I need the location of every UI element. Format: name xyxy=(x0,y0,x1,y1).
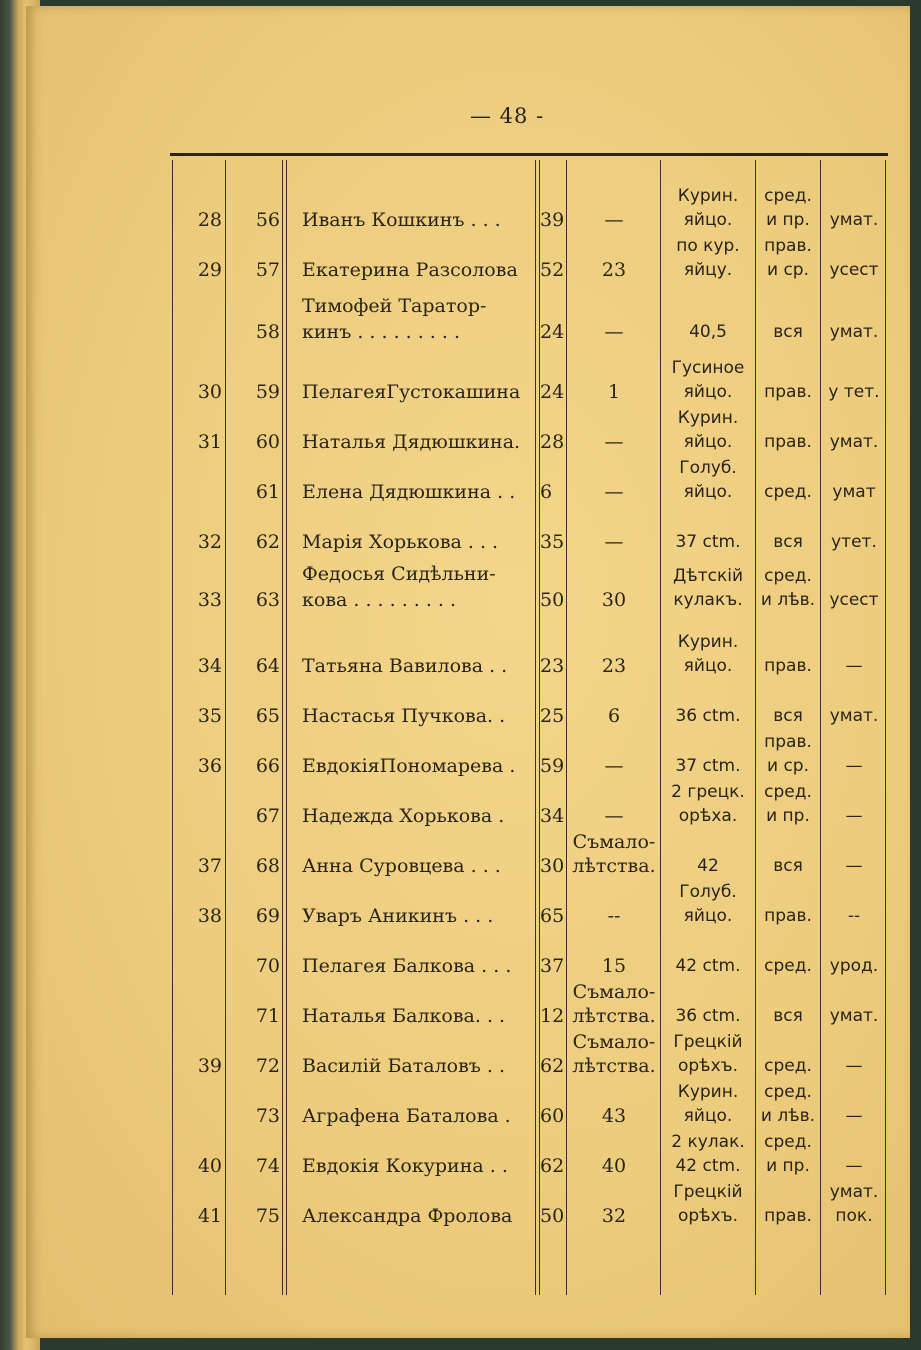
patient-name: Евдокія Кокурина . . xyxy=(302,1155,508,1177)
size-value: яйцо. xyxy=(683,482,733,502)
entry-number: 67 xyxy=(255,805,280,827)
patient-name: Татьяна Вавилова . . xyxy=(302,655,508,677)
age-value: 62 xyxy=(540,1155,565,1177)
size-value: яйцо. xyxy=(683,210,733,230)
age-value: 62 xyxy=(540,1055,565,1077)
location-value: вся xyxy=(773,856,803,876)
size-value: 2 кулак. xyxy=(671,1132,745,1152)
location-value: сред. xyxy=(764,1056,812,1076)
outcome-value: — xyxy=(845,856,863,876)
age-value: 30 xyxy=(540,855,565,877)
location-value: и ср. xyxy=(767,260,809,280)
duration-value: 1 xyxy=(607,381,621,403)
page-number: — 48 - xyxy=(470,104,545,128)
patient-name: Тимофей Таратор- xyxy=(302,295,487,317)
duration-value: — xyxy=(604,805,624,827)
column-rule xyxy=(286,160,287,1295)
row-number: 39 xyxy=(197,1055,222,1077)
entry-number: 72 xyxy=(255,1055,280,1077)
location-value: и лѣв. xyxy=(760,1106,816,1126)
row-number: 31 xyxy=(197,431,222,453)
column-rule xyxy=(225,160,226,1295)
duration-value: 40 xyxy=(601,1155,627,1177)
row-number: 28 xyxy=(197,209,222,231)
entry-number: 61 xyxy=(255,481,280,503)
outcome-value: умат. xyxy=(829,210,879,230)
size-value: 37 ctm. xyxy=(675,756,741,776)
outcome-value: — xyxy=(845,806,863,826)
outcome-value: у тет. xyxy=(828,382,880,402)
duration-value: — xyxy=(604,321,624,343)
duration-value: 6 xyxy=(607,705,621,727)
location-value: и ср. xyxy=(767,756,809,776)
duration-value: — xyxy=(604,431,624,453)
patient-name: Уваръ Аникинъ . . . xyxy=(302,905,494,927)
size-value: 2 грецк. xyxy=(671,782,745,802)
size-value: яйцо. xyxy=(683,432,733,452)
size-value: Курин. xyxy=(677,1082,739,1102)
age-value: 59 xyxy=(540,755,565,777)
entry-number: 68 xyxy=(255,855,280,877)
size-value: по кур. xyxy=(676,236,740,256)
age-value: 60 xyxy=(540,1105,565,1127)
patient-name: Федосья Сидѣльни- xyxy=(302,563,496,585)
size-value: яйцу. xyxy=(683,260,733,280)
age-value: 12 xyxy=(540,1005,565,1027)
location-value: сред. xyxy=(764,566,812,586)
location-value: и пр. xyxy=(766,1156,810,1176)
entry-number: 70 xyxy=(255,955,280,977)
duration-value: — xyxy=(604,209,624,231)
entry-number: 57 xyxy=(255,259,280,281)
size-value: Курин. xyxy=(677,632,739,652)
duration-value: Съмало- xyxy=(572,831,656,853)
age-value: 50 xyxy=(540,1205,565,1227)
table-top-rule xyxy=(170,153,888,156)
entry-number: 60 xyxy=(255,431,280,453)
patient-name: ЕвдокіяПономарева . xyxy=(302,755,516,777)
entry-number: 73 xyxy=(255,1105,280,1127)
outcome-value: умат. xyxy=(829,706,879,726)
location-value: сред. xyxy=(764,1132,812,1152)
patient-name: Надежда Хорькова . xyxy=(302,805,505,827)
patient-name: Василій Баталовъ . . xyxy=(302,1055,506,1077)
duration-value: 30 xyxy=(601,589,627,611)
age-value: 50 xyxy=(540,589,565,611)
location-value: сред. xyxy=(764,782,812,802)
outcome-value: — xyxy=(845,656,863,676)
entry-number: 75 xyxy=(255,1205,280,1227)
outcome-value: урод. xyxy=(829,956,879,976)
column-rule xyxy=(172,160,173,1295)
outcome-value: — xyxy=(845,756,863,776)
row-number: 38 xyxy=(197,905,222,927)
size-value: 40,5 xyxy=(689,322,727,342)
entry-number: 66 xyxy=(255,755,280,777)
entry-number: 74 xyxy=(255,1155,280,1177)
patient-name-cont: кова . . . . . . . . . xyxy=(302,589,457,611)
duration-value: лѣтства. xyxy=(572,1005,656,1027)
outcome-value: усест xyxy=(829,260,879,280)
patient-name-cont: кинъ . . . . . . . . . xyxy=(302,321,461,343)
location-value: прав. xyxy=(764,906,812,926)
age-value: 24 xyxy=(540,321,565,343)
size-value: яйцо. xyxy=(683,1106,733,1126)
duration-value: лѣтства. xyxy=(572,1055,656,1077)
size-value: Дѣтскій xyxy=(673,566,743,586)
entry-number: 59 xyxy=(255,381,280,403)
entry-number: 69 xyxy=(255,905,280,927)
size-value: 42 xyxy=(697,856,719,876)
patient-name: Елена Дядюшкина . . xyxy=(302,481,516,503)
size-value: яйцо. xyxy=(683,656,733,676)
duration-value: Съмало- xyxy=(572,981,656,1003)
location-value: сред. xyxy=(764,956,812,976)
location-value: вся xyxy=(773,1006,803,1026)
age-value: 28 xyxy=(540,431,565,453)
size-value: 36 ctm. xyxy=(675,706,741,726)
size-value: яйцо. xyxy=(683,906,733,926)
location-value: прав. xyxy=(764,1206,812,1226)
duration-value: 32 xyxy=(601,1205,627,1227)
patient-name: Наталья Дядюшкина. xyxy=(302,431,521,453)
location-value: вся xyxy=(773,322,803,342)
outcome-value: — xyxy=(845,1106,863,1126)
outcome-value: умат. xyxy=(829,432,879,452)
size-value: Голуб. xyxy=(679,458,737,478)
patient-name: Пелагея Балкова . . . xyxy=(302,955,512,977)
entry-number: 56 xyxy=(255,209,280,231)
outcome-value: -- xyxy=(847,906,861,926)
row-number: 41 xyxy=(197,1205,222,1227)
age-value: 35 xyxy=(540,531,565,553)
patient-name: Аграфена Баталова . xyxy=(302,1105,511,1127)
age-value: 24 xyxy=(540,381,565,403)
age-value: 37 xyxy=(540,955,565,977)
row-number: 33 xyxy=(197,589,222,611)
location-value: сред. xyxy=(764,1082,812,1102)
duration-value: -- xyxy=(607,905,621,927)
outcome-value: — xyxy=(845,1056,863,1076)
size-value: орѣхъ. xyxy=(677,1206,739,1226)
patient-name: Анна Суровцева . . . xyxy=(302,855,501,877)
location-value: прав. xyxy=(764,382,812,402)
size-value: Курин. xyxy=(677,408,739,428)
outcome-value: пок. xyxy=(835,1206,873,1226)
outcome-value: умат xyxy=(832,482,876,502)
entry-number: 71 xyxy=(255,1005,280,1027)
row-number: 35 xyxy=(197,705,222,727)
age-value: 39 xyxy=(540,209,565,231)
row-number: 40 xyxy=(197,1155,222,1177)
entry-number: 62 xyxy=(255,531,280,553)
entry-number: 65 xyxy=(255,705,280,727)
row-number: 36 xyxy=(197,755,222,777)
size-value: 42 ctm. xyxy=(675,1156,741,1176)
duration-value: — xyxy=(604,755,624,777)
outcome-value: утет. xyxy=(831,532,877,552)
age-value: 23 xyxy=(540,655,565,677)
location-value: прав. xyxy=(764,656,812,676)
patient-name: Александра Фролова xyxy=(302,1205,513,1227)
age-value: 6 xyxy=(540,481,553,503)
duration-value: — xyxy=(604,531,624,553)
age-value: 52 xyxy=(540,259,565,281)
row-number: 32 xyxy=(197,531,222,553)
location-value: прав. xyxy=(764,732,812,752)
size-value: орѣхъ. xyxy=(677,1056,739,1076)
duration-value: Съмало- xyxy=(572,1031,656,1053)
size-value: Голуб. xyxy=(679,882,737,902)
location-value: и пр. xyxy=(766,210,810,230)
location-value: прав. xyxy=(764,432,812,452)
patient-name: ПелагеяГустокашина xyxy=(302,381,521,403)
outcome-value: усест xyxy=(829,590,879,610)
size-value: 37 ctm. xyxy=(675,532,741,552)
size-value: 42 ctm. xyxy=(675,956,741,976)
row-number: 30 xyxy=(197,381,222,403)
size-value: яйцо. xyxy=(683,382,733,402)
duration-value: 43 xyxy=(601,1105,627,1127)
patient-name: Наталья Балкова. . . xyxy=(302,1005,506,1027)
outcome-value: умат. xyxy=(829,322,879,342)
duration-value: лѣтства. xyxy=(572,855,656,877)
location-value: вся xyxy=(773,706,803,726)
location-value: прав. xyxy=(764,236,812,256)
location-value: и лѣв. xyxy=(760,590,816,610)
entry-number: 64 xyxy=(255,655,280,677)
outcome-value: умат. xyxy=(829,1006,879,1026)
column-rule xyxy=(282,160,283,1295)
size-value: кулакъ. xyxy=(673,590,743,610)
row-number: 34 xyxy=(197,655,222,677)
size-value: Грецкій xyxy=(673,1182,743,1202)
patient-name: Екатерина Разсолова xyxy=(302,259,518,281)
entry-number: 63 xyxy=(255,589,280,611)
patient-name: Иванъ Кошкинъ . . . xyxy=(302,209,501,231)
duration-value: — xyxy=(604,481,624,503)
size-value: Грецкій xyxy=(673,1032,743,1052)
size-value: Гусиное xyxy=(671,358,745,378)
outcome-value: — xyxy=(845,1156,863,1176)
patient-name: Настасья Пучкова. . xyxy=(302,705,506,727)
age-value: 25 xyxy=(540,705,565,727)
patient-name: Марія Хорькова . . . xyxy=(302,531,499,553)
outcome-value: умат. xyxy=(829,1182,879,1202)
duration-value: 23 xyxy=(601,259,627,281)
location-value: вся xyxy=(773,532,803,552)
row-number: 29 xyxy=(197,259,222,281)
location-value: сред. xyxy=(764,186,812,206)
size-value: Курин. xyxy=(677,186,739,206)
size-value: орѣха. xyxy=(678,806,738,826)
age-value: 34 xyxy=(540,805,565,827)
location-value: и пр. xyxy=(766,806,810,826)
age-value: 65 xyxy=(540,905,565,927)
duration-value: 23 xyxy=(601,655,627,677)
entry-number: 58 xyxy=(255,321,280,343)
size-value: 36 ctm. xyxy=(675,1006,741,1026)
location-value: сред. xyxy=(764,482,812,502)
row-number: 37 xyxy=(197,855,222,877)
duration-value: 15 xyxy=(601,955,627,977)
